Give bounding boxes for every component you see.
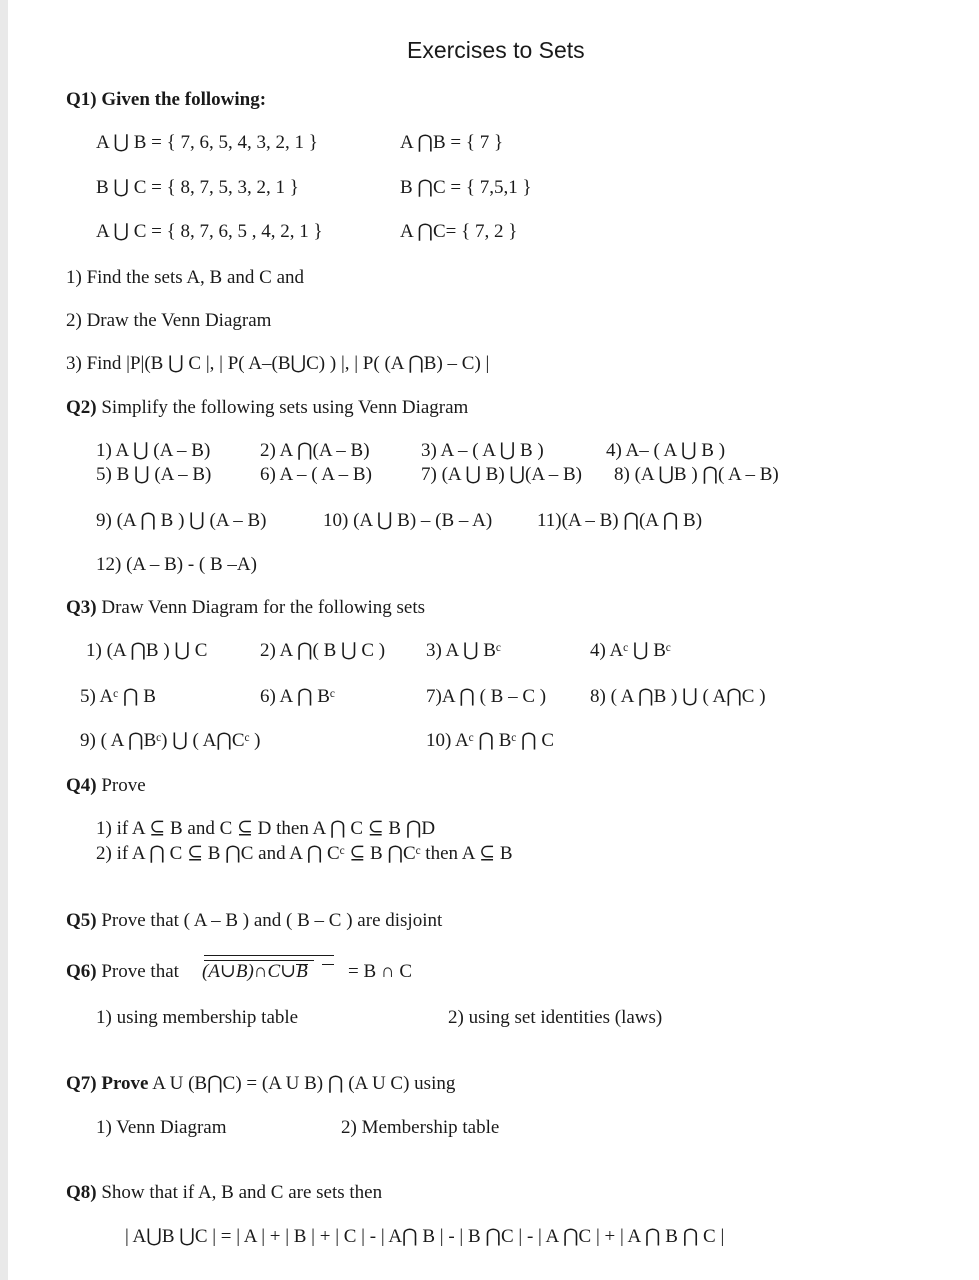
q2-heading <box>66 396 468 420</box>
q1-set-left: A ⋃ C = { 8, 7, 6, 5 , 4, 2, 1 } <box>96 221 323 242</box>
q1-set-left: B ⋃ C = { 8, 7, 5, 3, 2, 1 } <box>96 177 299 198</box>
q1-set-right: A ⋂B = { 7 } <box>400 132 504 153</box>
q2-item: 12) (A – B) - ( B –A) <box>96 554 257 575</box>
q7-option: 2) Membership table <box>341 1117 500 1138</box>
q4-label: Q4) <box>66 775 97 796</box>
q3-item: 6) A ⋂ Bᶜ <box>260 686 335 707</box>
q2-item: 9) (A ⋂ B ) ⋃ (A – B) <box>96 510 267 531</box>
q6-complement-bar-outer <box>204 955 334 956</box>
q2-item: 3) A – ( A ⋃ B ) <box>421 440 544 461</box>
q2-item: 8) (A ⋃B ) ⋂( A – B) <box>614 464 779 485</box>
q7-line <box>66 1072 455 1096</box>
q1-set-left: A ⋃ B = { 7, 6, 5, 4, 3, 2, 1 } <box>96 132 318 153</box>
q8-text: Show that if A, B and C are sets then <box>101 1182 383 1203</box>
q6-prefix: Prove that <box>101 961 179 982</box>
q2-item: 1) A ⋃ (A – B) <box>96 440 211 461</box>
q2-heading-text: Simplify the following sets using Venn Diagram <box>101 397 469 418</box>
q7-text: A U (B⋂C) = (A U B) ⋂ (A U C) using <box>152 1073 456 1094</box>
q3-heading <box>66 596 425 620</box>
q2-item: 7) (A ⋃ B) ⋃(A – B) <box>421 464 582 485</box>
q8-line <box>66 1181 382 1205</box>
q6-complement-bar-b <box>322 964 334 965</box>
q3-item: 2) A ⋂( B ⋃ C ) <box>260 640 386 661</box>
q6-expression: (A∪B)∩C∪B <box>202 961 308 982</box>
q4-heading-text: Prove <box>101 775 146 796</box>
q3-item: 5) Aᶜ ⋂ B <box>80 686 156 707</box>
q2-item: 10) (A ⋃ B) – (B – A) <box>323 510 493 531</box>
q6-result: = B ∩ C <box>348 961 413 982</box>
q1-task: 3) Find |P|(B ⋃ C |, | P( A–(B⋃C) ) |, | P( (A ⋂B) – C) | <box>66 353 490 374</box>
q3-item: 1) (A ⋂B ) ⋃ C <box>86 640 208 661</box>
q4-item: 1) if A ⊆ B and C ⊆ D then A ⋂ C ⊆ B ⋂D <box>96 818 436 839</box>
q6-line <box>66 960 179 984</box>
q5-text: Prove that ( A – B ) and ( B – C ) are disjoint <box>101 910 443 931</box>
q3-item: 8) ( A ⋂B ) ⋃ ( A⋂C ) <box>590 686 766 707</box>
q4-heading <box>66 774 146 798</box>
q1-heading-text: Given the following: <box>101 89 267 110</box>
q6-complement-bar-middle <box>204 960 314 961</box>
q5-line <box>66 909 442 933</box>
q1-task: 2) Draw the Venn Diagram <box>66 310 272 331</box>
q2-item: 11)(A – B) ⋂(A ⋂ B) <box>537 510 703 531</box>
q3-heading-text: Draw Venn Diagram for the following sets <box>101 597 425 618</box>
q3-item: 3) A ⋃ Bᶜ <box>426 640 501 661</box>
q2-item: 4) A– ( A ⋃ B ) <box>606 440 726 461</box>
scan-edge <box>0 0 8 1280</box>
q7-prove: Prove <box>101 1073 149 1094</box>
page-title: Exercises to Sets <box>407 37 585 63</box>
q3-item: 9) ( A ⋂Bᶜ) ⋃ ( A⋂Cᶜ ) <box>80 730 261 751</box>
q3-item: 7)A ⋂ ( B – C ) <box>426 686 547 707</box>
q3-label: Q3) <box>66 597 97 618</box>
q8-label: Q8) <box>66 1182 97 1203</box>
q1-set-right: B ⋂C = { 7,5,1 } <box>400 177 532 198</box>
q1-task: 1) Find the sets A, B and C and <box>66 267 305 288</box>
q6-label: Q6) <box>66 961 97 982</box>
q2-item: 5) B ⋃ (A – B) <box>96 464 212 485</box>
q3-item: 4) Aᶜ ⋃ Bᶜ <box>590 640 671 661</box>
q7-label: Q7) <box>66 1073 97 1094</box>
q6-option: 1) using membership table <box>96 1007 299 1028</box>
q6-option: 2) using set identities (laws) <box>448 1007 663 1028</box>
q2-item: 6) A – ( A – B) <box>260 464 372 485</box>
q8-formula: | A⋃B ⋃C | = | A | + | B | + | C | - | A⋂ B | - | B ⋂C | - | A ⋂C | + | A ⋂ B ⋂ C | <box>125 1226 725 1247</box>
q2-label: Q2) <box>66 397 97 418</box>
q1-set-right: A ⋂C= { 7, 2 } <box>400 221 518 242</box>
q3-item: 10) Aᶜ ⋂ Bᶜ ⋂ C <box>426 730 554 751</box>
q1-label: Q1) <box>66 89 97 110</box>
q4-item: 2) if A ⋂ C ⊆ B ⋂C and A ⋂ Cᶜ ⊆ B ⋂Cᶜ then A ⊆ B <box>96 843 513 864</box>
q7-option: 1) Venn Diagram <box>96 1117 227 1138</box>
q6-complement-bar-c <box>296 964 308 965</box>
q5-label: Q5) <box>66 910 97 931</box>
q2-item: 2) A ⋂(A – B) <box>260 440 370 461</box>
q1-heading <box>66 88 266 112</box>
